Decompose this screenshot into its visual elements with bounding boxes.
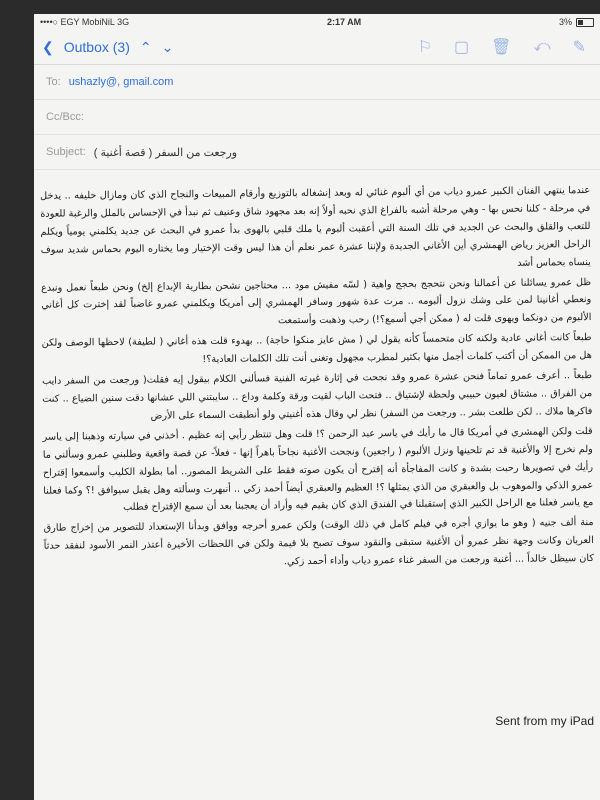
clock: 2:17 AM xyxy=(326,17,362,27)
compose-icon[interactable]: ✎ xyxy=(572,39,586,56)
body-paragraph: ظل عمرو يسائلنا عن أعمالنا ونحن نتحجج بحجج واهية ( لسّه مفيش مود ... محتاجين نشحن بطارية الإبداع إلخ) ونحن طبعاً نعمل ونبدع ونعطي أغانينا لمن على وشك نزول ألبومه .. مرت عدة شهور وسافر الهمشري إلى أمريكا ويكلمني عمرو غاضباً لقد إخترت كل أغاني الألبوم من دونكما ويهوى قلت له ( ممكن أجي أسمع؟!) رحب وذهبت وأستمعت xyxy=(41,276,592,327)
subject-field[interactable] xyxy=(34,135,600,170)
body-paragraph: طبعاً .. أعرف عمرو تماماً فنحن عشرة عمرو وقد نجحت في إثارة غيرته الفنية فسألني الكلام بيقول إيه فقلت( ورجعت من السفر دايب من الفراق .. مشتاق لعيون حبيبي ولحظة لإشتياق .. فتحت الباب لقيت ورقة وكلمة وداع .. سايبتني اللي عشانها دقت سنين الضياع .. كنت فاكرها ملاك .. لكن طلعت بشر .. ورجعت من السفر) نظر لي وقال هذه أغنيتي ولو أنطبقت السماء على الأرض xyxy=(41,370,593,422)
to-field[interactable] xyxy=(34,65,600,100)
chevron-down-icon[interactable]: ⌄ xyxy=(161,38,174,55)
folder-icon[interactable]: ▢ xyxy=(454,39,470,56)
ipad-screen xyxy=(34,14,600,800)
body-paragraph: قلت ولكن الهمشري في أمريكا قال ما رأيك في ياسر عبد الرحمن ؟! قلت وهل تنتظر رأيي إنه عظيم . أخذني في سيارته وذهبنا إلى ياسر ولم نخرج إلا والأغنية قد تم تلحينها ونزل الألبوم ( راجعين) ونجحت الأغنية نجاحاً باهراً إنها - فعلاً- عن قصة واقعية وطلبني عمرو وسألني ما رأيك في تصويرها رحبت بشدة و كانت المفاجأة أنه إقترح أن يكون صوته فقط على الشريط المصور.. أما بطولة الكليب وأسمعوا إقتراح عمرو الذكي والموهوب بل والعبقري من الذي يمثلها ؟! العظيم والعبقري أيضاً أحمد زكي .. أنبهرت وسألته وهل يقبل سيوافق !؟ وكما فعلنا مع ياسر فعلنا مع الراحل الكبير الذي إستقبلنا في الفندق الذي كان يقيم فيه وأراد أن يعجبنا بعد أن سمع الإقتراح فطلب xyxy=(42,425,594,514)
to-value[interactable]: ushazly@, gmail.com xyxy=(68,76,174,88)
back-to-outbox-button[interactable]: Outbox (3) xyxy=(63,39,130,55)
trash-icon[interactable]: 🗑 xyxy=(491,39,512,56)
email-signature: Sent from my iPad xyxy=(495,714,594,728)
battery-icon xyxy=(576,18,594,27)
flag-icon[interactable]: ⚐ xyxy=(417,39,433,56)
cc-label: Cc/Bcc: xyxy=(46,111,84,123)
mail-navbar xyxy=(34,30,600,65)
carrier-label: ••••○ EGY MobiNiL 3G xyxy=(40,17,130,27)
subject-value[interactable]: ورجعت من السفر ( قصة أغنية ) xyxy=(93,146,238,159)
status-bar xyxy=(34,14,600,30)
cc-field[interactable] xyxy=(34,100,600,135)
body-paragraph: طبعاً كانت أغاني عادية ولكنه كان متحمساً كأنه يقول لي ( مش عايز منكوا حاجة) .. بهدوء قلت هذه أغاني ( لطيفة) لاحظها الوصف ولكن هل من الممكن أن أكتب كلمات أجمل منها بكثير لمطرب مجهول وتغنى أنت تلك الكلمات العادية؟! xyxy=(41,332,592,366)
subject-label: Subject: xyxy=(46,146,86,158)
reply-icon[interactable]: ⤺ xyxy=(533,38,551,55)
chevron-left-icon[interactable]: ❮ xyxy=(42,38,54,55)
body-paragraph: عندما ينتهي الفنان الكبير عمرو دياب من أي ألبوم غنائي له وبعد إنشغاله بالتوزيع وأرقام المبيعات والنجاح الذي كان ومازال حليفه .. يدخل في مرحلة - كلنا نحس بها - وهي مرحلة أشبه بالفراغ الذي نحبه أولاً إنه بعد مجهود شاق وعنيف ثم نبدأ في الإحساس بالملل والرغبة للعودة للتعب والقلق والبحث عن الجديد في تلك السنة التي أعقبت ألبوم يا ملك قلبي بالهوى بدأ عمرو في البحث عن جديد يكلمني يومياً ويكلم الراحل العزيز رياض الهمشري أين الأغاني الجديدة ولإننا عشرة عمر نعلم أن هذا ليس وقت الإختيار وما يختاره اليوم بحماس شديد سوف ينساه بحماس أشد xyxy=(40,184,591,269)
chevron-up-icon[interactable]: ⌃ xyxy=(139,38,152,55)
email-body[interactable] xyxy=(40,182,595,648)
to-label: To: xyxy=(46,76,61,88)
battery-status xyxy=(559,17,594,27)
battery-percent: 3% xyxy=(558,17,572,27)
body-paragraph: منة ألف جنيه ( وهو ما يوازي أجره في فيلم كامل في ذلك الوقت) ولكن عمرو أحرجه ووافق وبدأنا الإستعداد للتصوير من إخراج طارق العريان وكانت وجهة نظر عمرو أن الأغنية ستبقى والنقود سوف تصبح بلا قيمة ولكن في اللحظات الأخيرة أعتذر النمر الأسود لنفقد حدثاً كان سيظل خالداً ... أغنية ورجعت من السفر غناء عمرو دياب وأداء أحمد زكي. xyxy=(43,517,595,568)
